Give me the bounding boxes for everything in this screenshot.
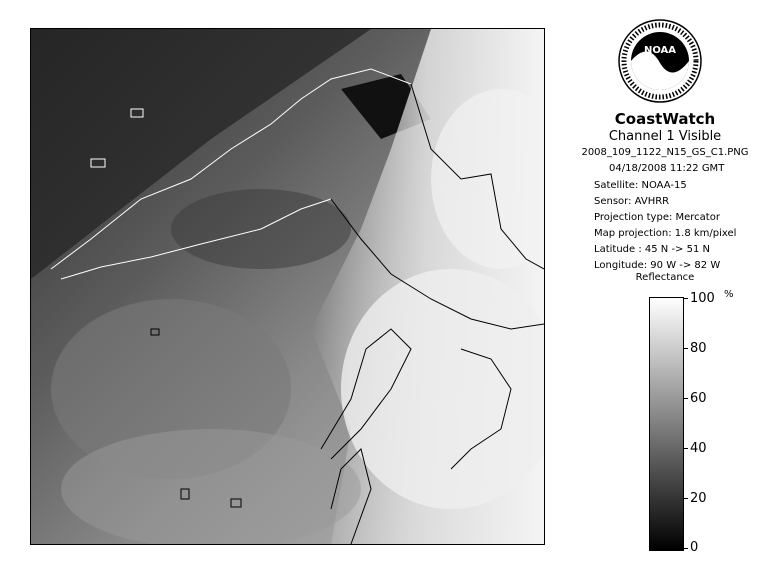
image-datetime: 04/18/2008 11:22 GMT: [609, 163, 725, 174]
colorbar-unit: %: [724, 289, 734, 300]
satellite-label: Satellite: NOAA-15: [594, 180, 687, 191]
colorbar-tick-label: 100: [690, 291, 715, 306]
colorbar-tick-label: 20: [690, 491, 707, 506]
colorbar-tick-label: 60: [690, 391, 707, 406]
colorbar-tick: [683, 298, 688, 299]
colorbar-tick: [683, 448, 688, 449]
image-filename: 2008_109_1122_N15_GS_C1.PNG: [581, 147, 749, 158]
satellite-scene: [31, 29, 544, 544]
colorbar-tick: [683, 348, 688, 349]
map-projection: Map projection: 1.8 km/pixel: [594, 228, 737, 239]
noaa-logo-graphic: [618, 19, 702, 103]
app-title: CoastWatch: [614, 110, 716, 128]
colorbar-tick-label: 40: [690, 441, 707, 456]
satellite-image: [30, 28, 545, 545]
colorbar-tick-label: 0: [690, 540, 699, 555]
colorbar-tick: [683, 398, 688, 399]
noaa-logo: [618, 19, 702, 103]
colorbar-title: Reflectance: [635, 272, 695, 283]
latitude-range: Latitude : 45 N -> 51 N: [594, 244, 710, 255]
longitude-range: Longitude: 90 W -> 82 W: [594, 260, 721, 271]
projection-type: Projection type: Mercator: [594, 212, 720, 223]
colorbar-tick: [683, 498, 688, 499]
channel-subtitle: Channel 1 Visible: [608, 129, 722, 144]
noaa-logo-text: NOAA: [643, 45, 677, 56]
colorbar-tick: [683, 548, 688, 549]
reflectance-colorbar: [649, 297, 684, 551]
sensor-label: Sensor: AVHRR: [594, 196, 670, 207]
colorbar-tick-label: 80: [690, 341, 707, 356]
